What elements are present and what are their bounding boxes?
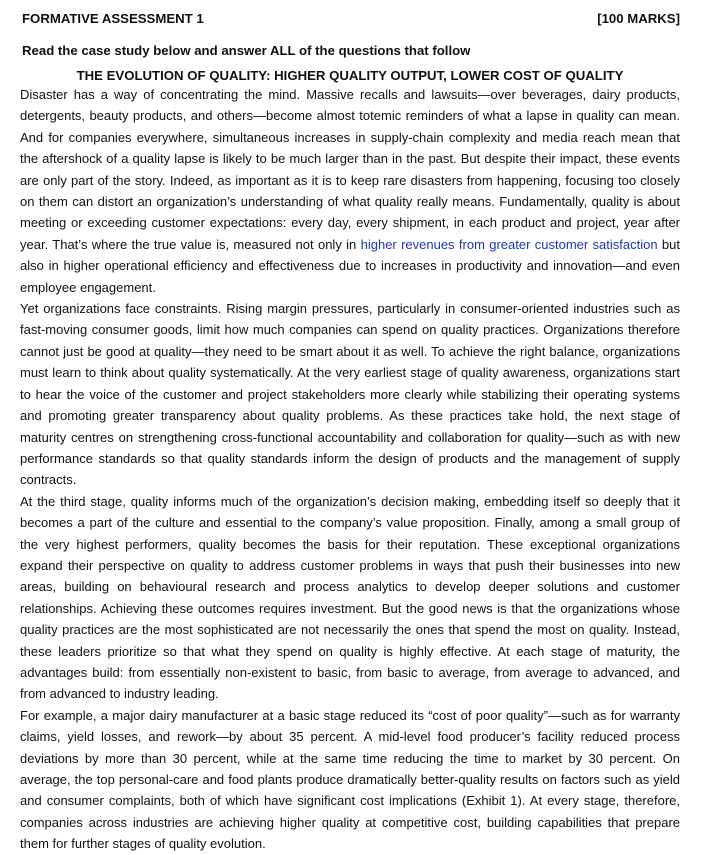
assessment-header bbox=[20, 0, 680, 27]
paragraph-1 bbox=[20, 84, 680, 298]
paragraph-1-text-after: but also in higher operational efficiency and effectiveness due to increases in productivity and innovation—and even employee engagement. bbox=[20, 236, 681, 295]
customer-satisfaction-link[interactable]: higher revenues from greater customer satisfaction bbox=[360, 236, 658, 252]
paragraph-3: At the third stage, quality informs much of the organization’s decision making, embedding itself so deeply that it becomes a part of the culture and essential to the company’s value proposition. Finally, among a small group of the very highest performers, quality becomes the basis for their reputation. These exceptional organizations expand their perspective on quality to address customer problems in ways that push their businesses into new areas, building on behavioural research and process analytics to develop deeper solutions and customer relationships. Achieving these outcomes requires investment. But the good news is that the organizations whose quality practices are the most sophisticated are not necessarily the ones that spend the most on quality. Instead, these leaders prioritize so that what they spend on quality is highly effective. At each stage of maturity, the advantages build: from essentially non-existent to basic, from basic to average, from average to advanced, and from advanced to industry leading. bbox=[20, 493, 680, 702]
paragraph-4: For example, a major dairy manufacturer at a basic stage reduced its “cost of poor quality”—such as for warranty claims, yield losses, and rework—by about 35 percent. A mid-level food producer’s facility reduced process deviations by more than 30 percent, while at the same time reducing the time to market by 30 percent. On average, the top personal-care and food plants produce dramatically better-quality results on factors such as yield and consumer complaints, both of which have significant cost implications (Exhibit 1). At every stage, therefore, companies across industries are achieving higher quality at competitive cost, building capabilities that prepare them for further stages of quality evolution. bbox=[20, 707, 680, 852]
case-study-title: THE EVOLUTION OF QUALITY: HIGHER QUALITY OUTPUT, LOWER COST OF QUALITY bbox=[76, 68, 624, 83]
total-marks: [100 MARKS] bbox=[597, 11, 680, 26]
paragraph-2: Yet organizations face constraints. Rising margin pressures, particularly in consumer-oriented industries such as fast-moving consumer goods, limit how much companies can spend on quality practices. Organizations therefore cannot just be good at quality—they need to be smart about it as well. To achieve the right balance, organizations must learn to think about quality systematically. At the very earliest stage of quality awareness, organizations start to hear the voice of the customer and project stakeholders more clearly while stabilizing their operating systems and promoting greater transparency about quality problems. As these practices take hold, the next stage of maturity centres on strengthening cross-functional accountability and collaboration for quality—such as with new performance standards so that quality standards inform the design of products and the management of supply contracts. bbox=[20, 301, 680, 488]
paragraph-1-text-before: Disaster has a way of concentrating the mind. Massive recalls and lawsuits—over beverages, dairy products, detergents, beauty products, and others—become almost totemic reminders of what a lapse in quality can mean. And for companies everywhere, simultaneous increases in supply-chain complexity and media reach mean that the aftershock of a quality lapse is likely to be much larger than in the past. But despite their impact, these events are only part of the story. Indeed, as important as it is to keep rare disasters from happening, focusing too closely on them can distort an organization’s understanding of what quality really means. Fundamentally, quality is about meeting or exceeding customer expectations: every day, every shipment, in each product and project, year after year. That’s where the true value is, measured not only in bbox=[20, 87, 680, 252]
assessment-title: FORMATIVE ASSESSMENT 1 bbox=[22, 11, 204, 26]
instructions: Read the case study below and answer ALL of the questions that follow bbox=[22, 43, 471, 58]
